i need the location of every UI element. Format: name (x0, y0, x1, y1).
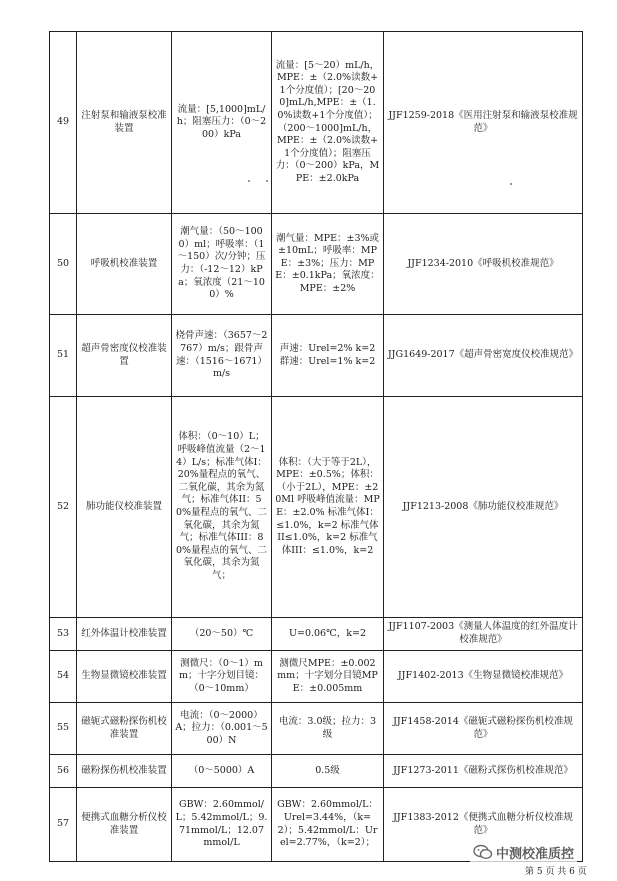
device-name: 呼吸机校准装置 (77, 214, 172, 315)
uncertainty: 潮气量：MPE：±3%或±10mL；呼吸率：MPE：±3%；压力：MPE：±0.1kPa；氧浓度：MPE：±2% (272, 214, 384, 315)
measurement-range: 流量：[5,1000]mL/h；阻塞压力：（0～200）kPa (172, 32, 272, 214)
measurement-range: （20～50）℃ (172, 618, 272, 651)
scan-speck (248, 180, 250, 182)
table-row (50, 315, 583, 397)
calibration-standard: JJF1383-2012《便携式血糖分析仪校准规范》 (384, 788, 583, 862)
measurement-range: 潮气量：（50～1000）ml；呼吸率：（1～150）次/分钟；压力：（-12～12）kPa；氧浓度（21～100）% (172, 214, 272, 315)
uncertainty: 0.5级 (272, 755, 384, 788)
scan-speck (266, 180, 268, 182)
measurement-range: GBW：2.60mmol/L；5.42mmol/L；9.71mmol/L；12.07mmol/L (172, 788, 272, 862)
device-name: 便携式血糖分析仪校准装置 (77, 788, 172, 862)
uncertainty: 电流：3.0级；拉力：3级 (272, 703, 384, 755)
row-number: 54 (50, 651, 77, 703)
row-number: 53 (50, 618, 77, 651)
measurement-range: 测微尺：（0～1）mm；十字分划目镜：（0～10mm） (172, 651, 272, 703)
table-row (50, 755, 583, 788)
calibration-table (49, 31, 583, 862)
calibration-standard: JJF1458-2014《磁轭式磁粉探伤机校准规范》 (384, 703, 583, 755)
scan-speck (510, 183, 512, 185)
uncertainty: U=0.06℃，k=2 (272, 618, 384, 651)
uncertainty: 声速：Urel=2% k=2 群速：Urel=1% k=2 (272, 315, 384, 397)
calibration-standard: JJF1402-2013《生物显微镜校准规范》 (384, 651, 583, 703)
device-name: 超声骨密度仪校准装置 (77, 315, 172, 397)
uncertainty: 体积：（大于等于2L），MPE：±0.5%；体积：（小于2L），MPE：±20Ml 呼吸峰值流量：MPE：±2.0% 标准气体I：≤1.0%，k=2 标准气体II≤1.0%，k=2 标准气体III：≤1.0%，k=2 (272, 397, 384, 618)
device-name: 肺功能仪校准装置 (77, 397, 172, 618)
row-number: 50 (50, 214, 77, 315)
calibration-standard: JJF1107-2003《测量人体温度的红外温度计校准规范》 (384, 618, 583, 651)
row-number: 52 (50, 397, 77, 618)
measurement-range: 体积：（0～10）L；呼吸峰值流量（2～14）L/s；标准气体I：20%量程点的氧气、二氧化碳，其余为氮气；标准气体II：50%量程点的氧气、二氧化碳，其余为氮气；标准气体III：80%量程点的氧气、二氧化碳，其余为氮气； (172, 397, 272, 618)
table-row (50, 703, 583, 755)
table-row (50, 32, 583, 214)
device-name: 磁轭式磁粉探伤机校准装置 (77, 703, 172, 755)
device-name: 磁粉探伤机校准装置 (77, 755, 172, 788)
wechat-icon (473, 844, 493, 860)
device-name: 生物显微镜校准装置 (77, 651, 172, 703)
uncertainty: 测微尺MPE：±0.002mm；十字划分目镜MPE：±0.005mm (272, 651, 384, 703)
measurement-range: 桡骨声速：（3657～2767）m/s；跟骨声速：（1516～1671）m/s (172, 315, 272, 397)
calibration-standard: JJF1213-2008《肺功能仪校准规范》 (384, 397, 583, 618)
calibration-standard: JJF1259-2018《医用注射泵和输液泵校准规范》 (384, 32, 583, 214)
row-number: 57 (50, 788, 77, 862)
calibration-standard: JJF1273-2011《磁粉式探伤机校准规范》 (384, 755, 583, 788)
watermark (470, 842, 577, 862)
device-name: 红外体温计校准装置 (77, 618, 172, 651)
table-row (50, 651, 583, 703)
row-number: 56 (50, 755, 77, 788)
row-number: 49 (50, 32, 77, 214)
table-row (50, 214, 583, 315)
row-number: 51 (50, 315, 77, 397)
page-number: 第 5 页 共 6 页 (525, 867, 587, 877)
row-number: 55 (50, 703, 77, 755)
uncertainty: 流量：[5～20）mL/h，MPE：±（2.0%读数+1个分度值）；[20～200]mL/h,MPE：±（1.0%读数+1个分度值）；（200～1000]mL/h，MPE：±（2.0%读数+1个分度值）；阻塞压力：（0～200）kPa，MPE：±2.0kPa (272, 32, 384, 214)
uncertainty: GBW：2.60mmol/L：Urel=3.44%，（k=2）；5.42mmol/L：Urel=2.77%，（k=2）； (272, 788, 384, 862)
measurement-range: （0～5000）A (172, 755, 272, 788)
table-row (50, 618, 583, 651)
table-row (50, 397, 583, 618)
measurement-range: 电流：（0～2000）A；拉力：（0.001～500）N (172, 703, 272, 755)
calibration-standard: JJG1649-2017《超声骨密宽度仪校准规范》 (384, 315, 583, 397)
watermark-text: 中测校准质控 (496, 846, 575, 862)
device-name: 注射泵和输液泵校准装置 (77, 32, 172, 214)
calibration-standard: JJF1234-2010《呼吸机校准规范》 (384, 214, 583, 315)
